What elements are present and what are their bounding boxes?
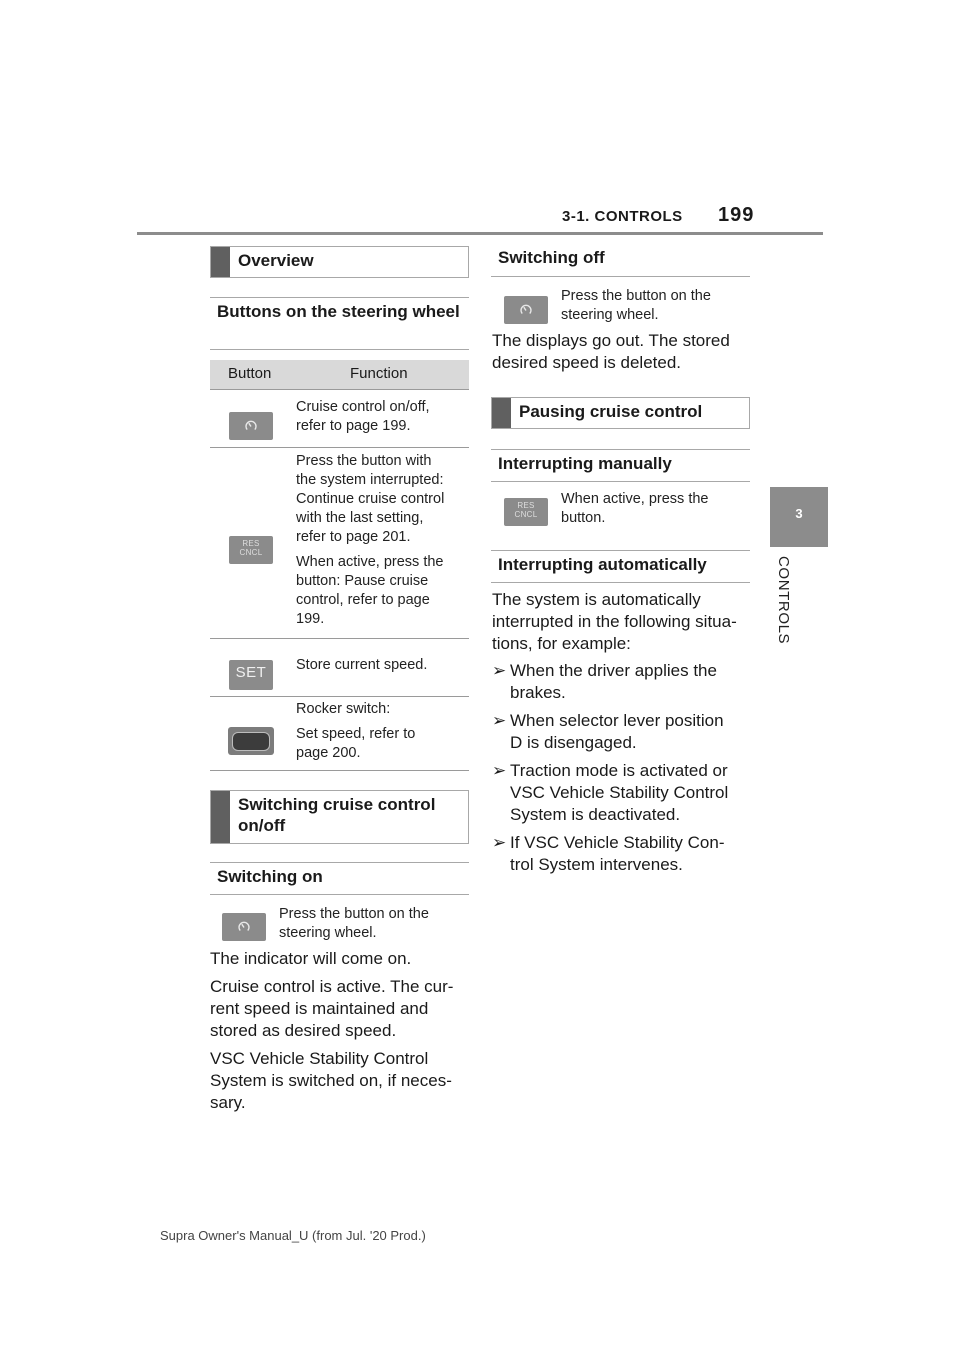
bullet-item: ➢ When selector lever position D is disengaged. [492, 711, 724, 752]
buttons-heading: Buttons on the steering wheel [210, 297, 469, 350]
cruise-control-button-image [229, 412, 273, 440]
auto-body: The system is automatically interrupted in the following situa- tions, for example: [492, 590, 737, 653]
cruise-control-icon [244, 419, 258, 433]
table-header: Button Function [210, 360, 469, 390]
table-row-2-function: Press the button with the system interrupted: Continue cruise control with the last setting, refer to page 201. When active, press the button: Pause cruise control, refer to page 199. [296, 453, 445, 627]
switching-heading: Switching cruise control on/off [210, 790, 469, 844]
interrupting-manually-heading: Interrupting manually [491, 449, 750, 482]
pausing-heading: Pausing cruise control [491, 397, 750, 429]
switching-off-body: The displays go out. The stored desired speed is deleted. [492, 331, 730, 372]
bullet-item: ➢ If VSC Vehicle Stability Con- trol System intervenes. [492, 833, 725, 874]
section-title: 3-1. CONTROLS [562, 208, 683, 225]
bullet-item: ➢ When the driver applies the brakes. [492, 661, 717, 702]
bullet-item: ➢ Traction mode is activated or VSC Vehicle Stability Control System is deactivated. [492, 761, 729, 824]
interrupting-automatically-heading: Interrupting automatically [491, 550, 750, 583]
switching-on-text: Press the button on the steering wheel. [279, 906, 429, 941]
switching-off-heading: Switching off [491, 244, 750, 277]
page-number: 199 [718, 204, 755, 226]
cruise-control-icon [519, 303, 533, 317]
rocker-switch-image [228, 727, 274, 755]
header-rule [137, 232, 823, 235]
table-row-3-function: Store current speed. [296, 657, 428, 673]
cruise-control-button-image [222, 913, 266, 941]
cruise-control-icon [237, 920, 251, 934]
switching-off-text: Press the button on the steering wheel. [561, 288, 711, 323]
chapter-label: CONTROLS [775, 556, 792, 645]
chapter-number: 3 [795, 506, 803, 521]
table-row-1-function: Cruise control on/off, refer to page 199. [296, 399, 430, 434]
res-cncl-button-image: RES CNCL [229, 536, 273, 564]
left-body-text: The indicator will come on. Cruise control is active. The cur- rent speed is maintained and stored as desired speed. VSC Vehicle Stability Control System is switched on, if neces- sary. [210, 949, 454, 1112]
footer: Supra Owner's Manual_U (from Jul. '20 Prod.) [160, 1228, 426, 1243]
interrupting-manually-text: When active, press the button. [561, 491, 709, 526]
set-button-image: SET [229, 660, 273, 690]
cruise-control-button-image [504, 296, 548, 324]
table-row-4-function: Rocker switch: Set speed, refer to page 200. [296, 701, 416, 761]
res-cncl-button-image: RES CNCL [504, 498, 548, 526]
overview-heading: Overview [210, 246, 469, 278]
switching-on-heading: Switching on [210, 862, 469, 895]
